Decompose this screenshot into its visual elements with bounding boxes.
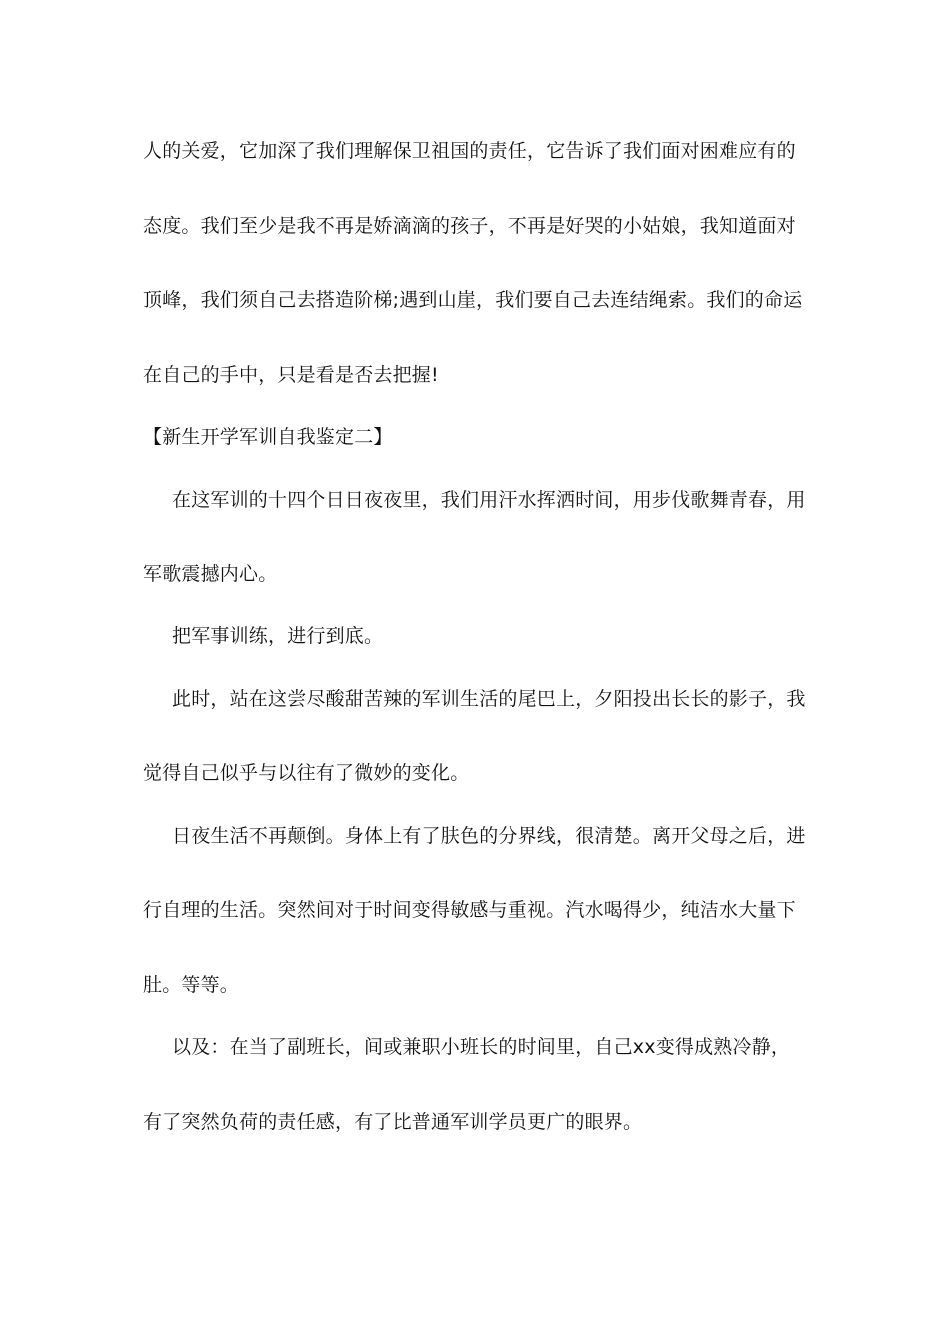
text-line: 以及：在当了副班长，间或兼职小班长的时间里，自己xx变得成熟冷静，: [172, 1036, 791, 1058]
text-line: 顶峰，我们须自己去搭造阶梯;遇到山崖，我们要自己去连结绳索。我们的命运: [143, 289, 803, 311]
text-line: 行自理的生活。突然间对于时间变得敏感与重视。汽水喝得少，纯洁水大量下: [143, 899, 796, 921]
text-line: 此时，站在这尝尽酸甜苦辣的军训生活的尾巴上，夕阳投出长长的影子，我: [172, 688, 806, 710]
text-line: 有了突然负荷的责任感，有了比普通军训学员更广的眼界。: [143, 1111, 643, 1133]
text-line: 人的关爱，它加深了我们理解保卫祖国的责任，它告诉了我们面对困难应有的: [143, 140, 796, 162]
text-line: 把军事训练，进行到底。: [172, 625, 384, 647]
text-line: 在自己的手中，只是看是否去把握!: [143, 364, 439, 386]
text-line: 肚。等等。: [143, 974, 240, 996]
text-line: 在这军训的十四个日日夜夜里，我们用汗水挥洒时间，用步伐歌舞青春，用: [172, 489, 806, 511]
text-line: 军歌震撼内心。: [143, 563, 278, 585]
text-line: 觉得自己似乎与以往有了微妙的变化。: [143, 762, 470, 784]
text-line: 态度。我们至少是我不再是娇滴滴的孩子，不再是好哭的小姑娘，我知道面对: [143, 215, 796, 237]
section-heading: 【新生开学军训自我鉴定二】: [143, 426, 393, 448]
text-line: 日夜生活不再颠倒。身体上有了肤色的分界线，很清楚。离开父母之后，进: [172, 825, 806, 847]
